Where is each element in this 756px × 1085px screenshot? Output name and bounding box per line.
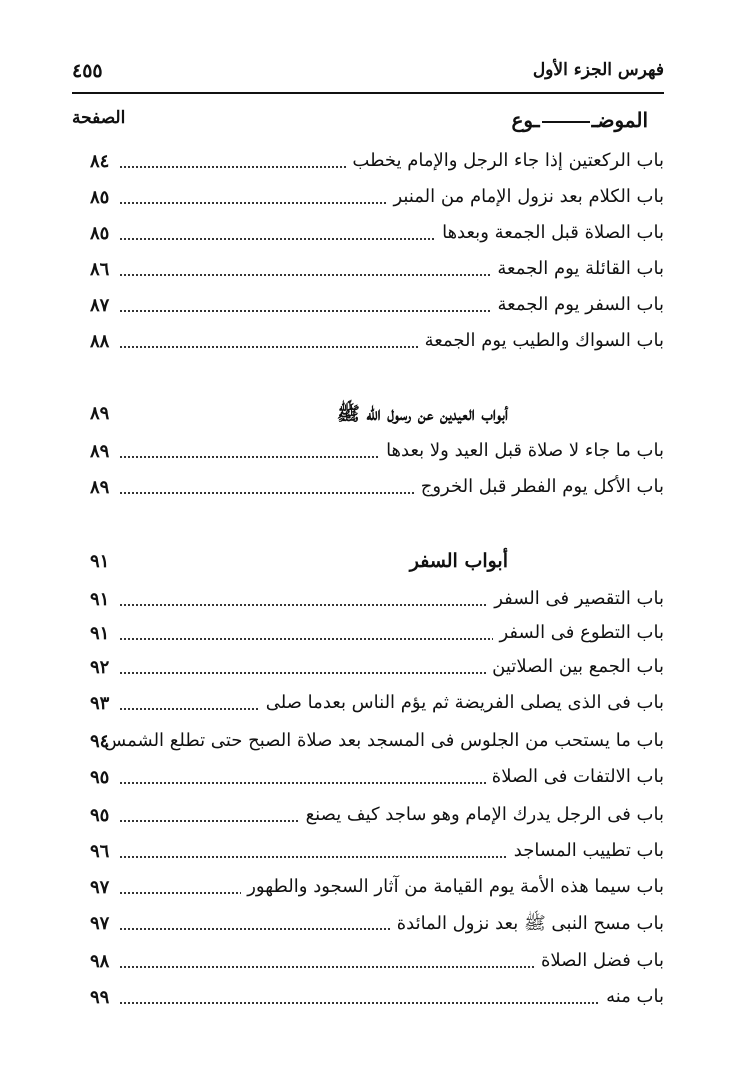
entry-page: ٩٧: [90, 877, 110, 898]
section-title: أبواب السفر: [404, 550, 508, 572]
entry-title: باب فى الرجل يدرك الإمام وهو ساجد كيف يصنع: [300, 804, 664, 825]
dot-leader: [120, 1002, 654, 1004]
toc-entry: [72, 586, 664, 616]
entry-page: ٩٧: [90, 913, 110, 934]
entry-title: باب تطييب المساجد: [508, 840, 664, 861]
kashida-line: [542, 121, 590, 123]
toc-entry: [72, 292, 664, 322]
toc-entry: [72, 654, 664, 684]
entry-page: ٩٥: [90, 767, 110, 788]
entry-page: ٩٤: [90, 731, 110, 752]
entry-page: ٨٥: [90, 187, 110, 208]
entry-page: ٨٧: [90, 295, 110, 316]
entry-page: ٩٥: [90, 805, 110, 826]
entry-title: باب منه: [600, 986, 664, 1007]
entry-page: ٨٦: [90, 259, 110, 280]
toc-entry: [72, 620, 664, 650]
entry-page: ٨٨: [90, 331, 110, 352]
running-title: فهرس الجزء الأول: [532, 60, 664, 80]
entry-title: باب الالتفات فى الصلاة: [486, 766, 664, 787]
entry-title: باب سيما هذه الأمة يوم القيامة من آثار السجود والطهور: [241, 876, 664, 897]
entry-title: باب التقصير فى السفر: [488, 588, 664, 609]
toc-entry: [72, 984, 664, 1014]
entry-title: باب فضل الصلاة: [535, 950, 664, 971]
toc-entry: [72, 690, 664, 720]
toc-entry: [72, 910, 664, 940]
entry-page: ٩١: [90, 551, 110, 572]
toc-entry: [72, 184, 664, 214]
toc-entry: [72, 802, 664, 832]
topic-column-heading: [511, 108, 648, 132]
entry-title: باب الصلاة قبل الجمعة وبعدها: [436, 222, 664, 243]
toc-entry: [72, 328, 664, 358]
entry-title: باب مسح النبى ﷺ بعد نزول المائدة: [391, 912, 664, 938]
entry-page: ٩٢: [90, 657, 110, 678]
toc-entry: [72, 764, 664, 794]
entry-title: باب ما جاء لا صلاة قبل العيد ولا بعدها: [380, 440, 664, 461]
entry-title: باب فى الذى يصلى الفريضة ثم يؤم الناس بعدما صلى: [260, 692, 664, 713]
toc-entry: [72, 220, 664, 250]
toc-entry: [72, 838, 664, 868]
entry-page: ٨٤: [90, 151, 110, 172]
topic-heading-end: ـوع: [511, 108, 540, 132]
toc-entry: [72, 148, 664, 178]
entry-title: باب الكلام بعد نزول الإمام من المنبر: [387, 186, 664, 207]
entry-page: ٩٨: [90, 951, 110, 972]
entry-title: باب الجمع بين الصلاتين: [486, 656, 664, 677]
header-rule: [72, 92, 664, 94]
toc-entry: [72, 948, 664, 978]
toc-entry: [72, 438, 664, 468]
entry-title: باب الركعتين إذا جاء الرجل والإمام يخطب: [346, 150, 664, 171]
entry-page: ٩٦: [90, 841, 110, 862]
entry-title: باب القائلة يوم الجمعة: [491, 258, 664, 279]
entry-page: ٩٣: [90, 693, 110, 714]
page-number: ٤٥٥: [72, 60, 103, 82]
section-heading: [72, 400, 664, 430]
entry-page: ٩٩: [90, 987, 110, 1008]
entry-page: ٨٥: [90, 223, 110, 244]
entry-page: ٨٩: [90, 441, 110, 462]
entry-title: باب السفر يوم الجمعة: [492, 294, 664, 315]
page-column-heading: الصفحة: [72, 108, 126, 128]
entry-title: باب ما يستحب من الجلوس فى المسجد بعد صلاة الصبح حتى تطلع الشمس: [98, 730, 664, 751]
entry-title: باب الأكل يوم الفطر قبل الخروج: [415, 476, 664, 497]
entry-title: باب السواك والطيب يوم الجمعة: [419, 330, 664, 351]
section-heading: [72, 548, 664, 578]
toc-entry: [72, 874, 664, 904]
entry-page: ٩١: [90, 589, 110, 610]
toc-entry: [72, 474, 664, 504]
topic-heading-start: الموضـ: [591, 108, 648, 132]
entry-page: ٩١: [90, 623, 110, 644]
entry-page: ٨٩: [90, 477, 110, 498]
column-headers: [72, 108, 652, 138]
entry-title: باب التطوع فى السفر: [493, 622, 664, 643]
toc-entry: [72, 728, 664, 758]
entry-page: ٨٩: [90, 403, 110, 424]
page-header: [72, 58, 664, 94]
section-title: أبواب العيدين عن رسول الله ﷺ: [331, 402, 508, 430]
toc-entry: [72, 256, 664, 286]
